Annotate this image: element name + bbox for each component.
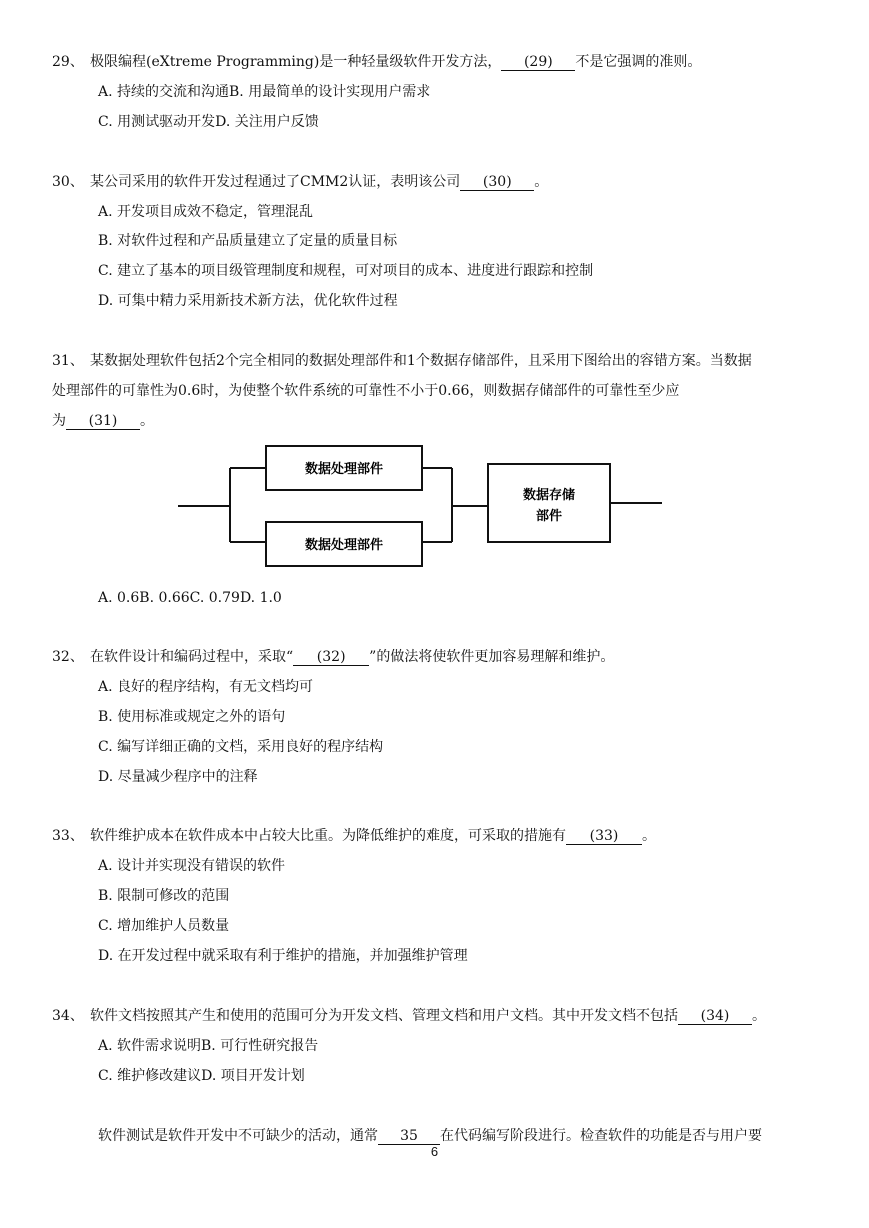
question-31-stem-line3 — [52, 411, 154, 431]
question-35-paragraph — [98, 1126, 762, 1146]
question-text: 软件维护成本在软件成本中占较大比重。为降低维护的难度，可采取的措施有 — [90, 828, 566, 844]
answer-blank: (33) — [566, 828, 642, 845]
diagram-svg — [178, 436, 668, 576]
question-number: 29、 — [52, 54, 84, 70]
question-34-options-row1 — [98, 1036, 318, 1056]
answer-blank: 35 — [378, 1128, 440, 1145]
option-a: A. 设计并实现没有错误的软件 — [98, 858, 286, 874]
option-a: A. 开发项目成效不稳定，管理混乱 — [98, 204, 314, 220]
processing-unit-1-label: 数据处理部件 — [304, 462, 384, 477]
question-text: 在软件设计和编码过程中，采取“ — [90, 649, 294, 665]
storage-unit-label-line2: 部件 — [535, 509, 563, 524]
paragraph-text: 软件测试是软件开发中不可缺少的活动，通常 — [98, 1128, 378, 1144]
question-34-options-row2 — [98, 1066, 305, 1086]
question-30-stem — [52, 172, 548, 192]
option-d: D. 关注用户反馈 — [215, 114, 319, 130]
option-c: C. 用测试驱动开发 — [98, 114, 216, 130]
processing-unit-2-label: 数据处理部件 — [304, 538, 384, 553]
option-b: B. 使用标准或规定之外的语句 — [98, 709, 286, 725]
answer-blank: (29) — [501, 54, 575, 71]
question-text-end: 。 — [642, 828, 656, 844]
option-b: B. 0.66 — [139, 590, 190, 606]
option-a: A. 0.6 — [98, 590, 140, 606]
option-d: D. 1.0 — [239, 590, 282, 606]
option-d: D. 项目开发计划 — [201, 1068, 305, 1084]
option-a: A. 软件需求说明 — [98, 1038, 202, 1054]
page-number: 6 — [430, 1144, 439, 1159]
option-b: B. 用最简单的设计实现用户需求 — [229, 84, 431, 100]
option-b: B. 限制可修改的范围 — [98, 888, 230, 904]
option-d: D. 可集中精力采用新技术新方法，优化软件过程 — [98, 293, 398, 309]
option-c: C. 增加维护人员数量 — [98, 918, 230, 934]
option-b: B. 可行性研究报告 — [201, 1038, 319, 1054]
question-number: 34、 — [52, 1008, 84, 1024]
question-number: 30、 — [52, 174, 84, 190]
question-29-stem — [52, 52, 701, 72]
option-c: C. 编写详细正确的文档，采用良好的程序结构 — [98, 739, 384, 755]
question-number: 33、 — [52, 828, 84, 844]
answer-blank: (30) — [460, 174, 534, 191]
question-number: 32、 — [52, 649, 84, 665]
answer-blank: (32) — [293, 649, 369, 666]
option-c: C. 0.79 — [189, 590, 240, 606]
question-33-stem — [52, 826, 656, 846]
option-d: D. 尽量减少程序中的注释 — [98, 769, 258, 785]
paragraph-text-end: 在代码编写阶段进行。检查软件的功能是否与用户要 — [440, 1128, 762, 1144]
question-text-end: 。 — [140, 413, 154, 429]
option-b: B. 对软件过程和产品质量建立了定量的质量目标 — [98, 233, 398, 249]
question-text: 某公司采用的软件开发过程通过了CMM2认证，表明该公司 — [90, 174, 461, 190]
storage-unit-label-line1: 数据存储 — [522, 488, 576, 503]
fault-tolerance-diagram — [178, 436, 668, 576]
answer-blank: (34) — [678, 1008, 752, 1025]
question-34-stem — [52, 1006, 766, 1026]
answer-blank: (31) — [66, 413, 140, 430]
question-32-stem — [52, 647, 614, 667]
question-text-end: 。 — [752, 1008, 766, 1024]
question-text-end: 不是它强调的准则。 — [575, 54, 702, 70]
option-c: C. 建立了基本的项目级管理制度和规程，可对项目的成本、进度进行跟踪和控制 — [98, 263, 594, 279]
question-text: 软件文档按照其产生和使用的范围可分为开发文档、管理文档和用户文档。其中开发文档不包括 — [90, 1008, 678, 1024]
question-text-end: 。 — [534, 174, 549, 190]
question-text: 某数据处理软件包括2个完全相同的数据处理部件和1个数据存储部件，且采用下图给出的容错方案。当数据 — [90, 353, 752, 369]
question-31-stem-line2: 处理部件的可靠性为0.6时，为使整个软件系统的可靠性不小于0.66，则数据存储部件的可靠性至少应 — [52, 383, 680, 399]
question-text: 极限编程(eXtreme Programming)是一种轻量级软件开发方法， — [90, 54, 502, 70]
question-text: 为 — [52, 413, 66, 429]
option-a: A. 良好的程序结构，有无文档均可 — [98, 679, 314, 695]
question-31-options — [98, 588, 282, 608]
question-31-stem-line1 — [52, 351, 752, 371]
question-29-options-row2 — [98, 112, 319, 132]
storage-unit-box — [488, 464, 610, 542]
option-c: C. 维护修改建议 — [98, 1068, 202, 1084]
option-d: D. 在开发过程中就采取有利于维护的措施，并加强维护管理 — [98, 948, 468, 964]
question-text-end: ”的做法将使软件更加容易理解和维护。 — [369, 649, 615, 665]
question-number: 31、 — [52, 353, 84, 369]
option-a: A. 持续的交流和沟通 — [98, 84, 230, 100]
question-29-options-row1 — [98, 82, 430, 102]
